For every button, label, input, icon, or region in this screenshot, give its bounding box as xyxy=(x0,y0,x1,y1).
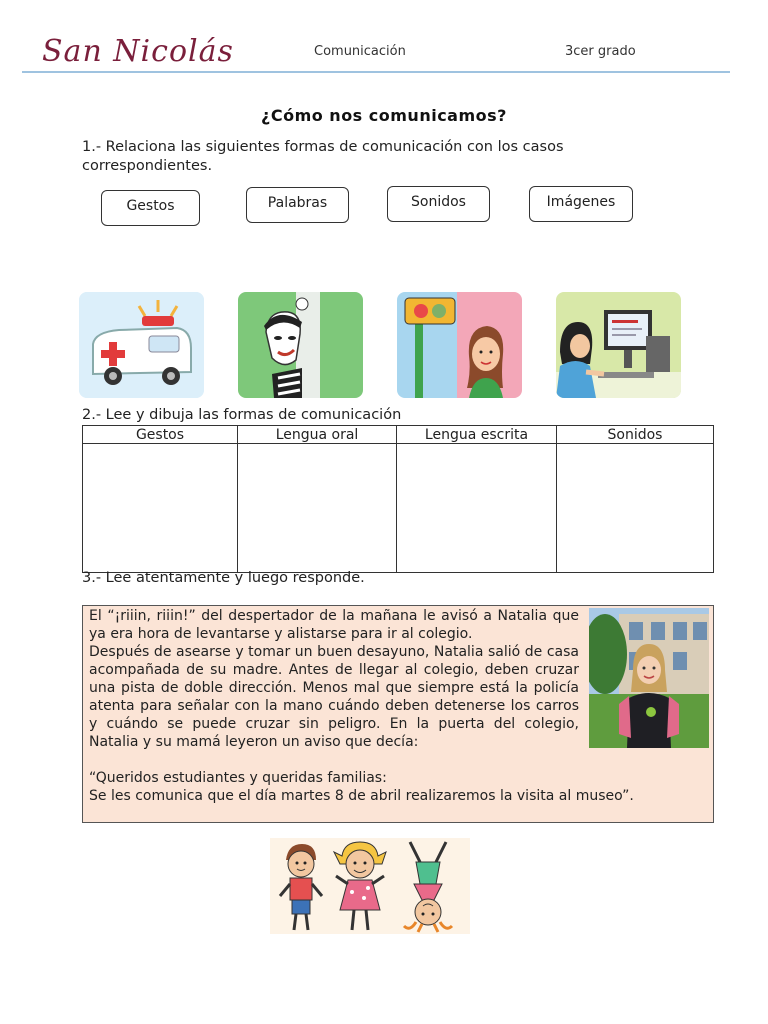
reading-paragraph: Después de asearse y tomar un buen desayuno, Natalia salió de casa acompañada de su madre. Antes de llegar al colegio, deben cruzar una pista de doble dirección. Menos mal que siempre está la policía atenta para señalar con la mano cuándo deben detenerse los carros y cuándo se puede cruzar sin peligro. En la puerta del colegio, Natalia y su mamá leyeron un aviso que decía: xyxy=(89,644,579,750)
drawing-table xyxy=(82,425,714,573)
column-header-gestos: Gestos xyxy=(83,426,238,444)
question-3: 3.- Lee atentamente y luego responde. xyxy=(82,570,365,586)
reading-text xyxy=(89,607,579,751)
question-1: 1.- Relaciona las siguientes formas de comunicación con los casos correspondientes. xyxy=(82,139,564,174)
children-illustration xyxy=(270,838,470,934)
option-label: Imágenes xyxy=(546,194,616,210)
grade-label: 3cer grado xyxy=(565,44,636,59)
schoolgirl-photo xyxy=(589,608,709,748)
option-label: Palabras xyxy=(267,195,328,211)
option-label: Sonidos xyxy=(411,194,466,210)
option-label: Gestos xyxy=(126,198,175,214)
option-box-sonidos xyxy=(387,186,490,222)
subject-label: Comunicación xyxy=(314,44,406,59)
mime-picture xyxy=(238,292,363,398)
option-box-gestos xyxy=(101,190,200,226)
drawing-cell-lengua-oral[interactable] xyxy=(238,444,397,573)
reading-paragraph: El “¡riiin, riiin!” del despertador de la mañana le avisó a Natalia que ya era hora de levantarse y alistarse para ir al colegio. xyxy=(89,608,579,642)
drawing-cell-lengua-escrita[interactable] xyxy=(397,444,557,573)
option-box-imagenes xyxy=(529,186,633,222)
option-box-palabras xyxy=(246,187,349,223)
header-divider xyxy=(22,71,730,73)
computer-picture xyxy=(556,292,681,398)
column-header-lengua-escrita: Lengua escrita xyxy=(397,426,557,444)
question-2: 2.- Lee y dibuja las formas de comunicación xyxy=(82,407,402,423)
ambulance-picture xyxy=(79,292,204,398)
quote-line: Se les comunica que el día martes 8 de abril realizaremos la visita al museo”. xyxy=(89,788,634,804)
page-title: ¿Cómo nos comunicamos? xyxy=(261,106,507,125)
drawing-cell-sonidos[interactable] xyxy=(557,444,714,573)
reading-quote xyxy=(89,769,704,805)
school-logo: San Nicolás xyxy=(42,34,234,69)
traffic-light-picture xyxy=(397,292,522,398)
drawing-cell-gestos[interactable] xyxy=(83,444,238,573)
column-header-sonidos: Sonidos xyxy=(557,426,714,444)
quote-line: “Queridos estudiantes y queridas familias: xyxy=(89,770,387,786)
column-header-lengua-oral: Lengua oral xyxy=(238,426,397,444)
